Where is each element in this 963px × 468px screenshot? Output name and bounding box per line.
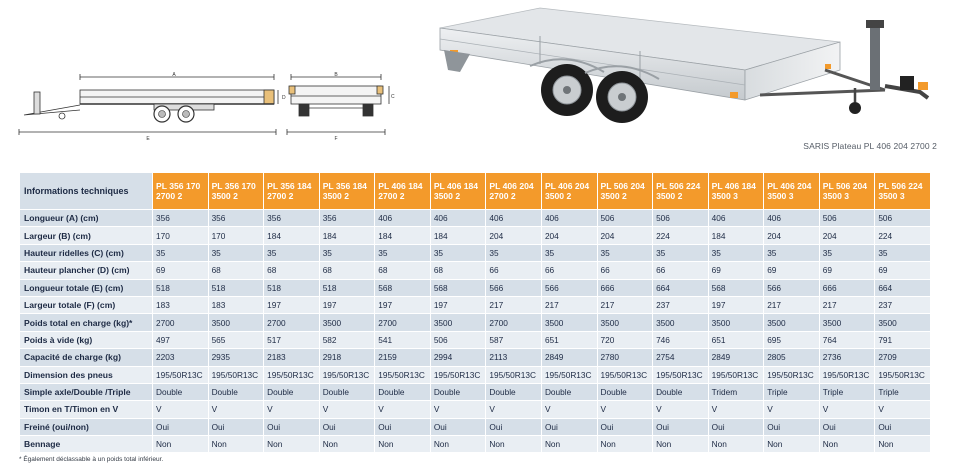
table-cell: Oui xyxy=(653,418,709,435)
table-cell: 237 xyxy=(653,296,709,313)
table-cell: 518 xyxy=(208,279,264,296)
table-cell: 3500 xyxy=(708,314,764,331)
table-cell: 68 xyxy=(264,262,320,279)
table-cell: 195/50R13C xyxy=(708,366,764,383)
table-cell: 68 xyxy=(208,262,264,279)
table-cell: 356 xyxy=(264,210,320,227)
table-cell: 197 xyxy=(430,296,486,313)
table-cell: 497 xyxy=(153,331,209,348)
table-cell: 2203 xyxy=(153,349,209,366)
table-cell: 68 xyxy=(319,262,375,279)
table-cell: 69 xyxy=(708,262,764,279)
table-cell: 356 xyxy=(153,210,209,227)
table-cell: 224 xyxy=(653,227,709,244)
table-cell: 68 xyxy=(375,262,431,279)
model-variant: 2700 2 xyxy=(267,191,294,201)
table-cell: 3500 xyxy=(319,314,375,331)
model-name: PL 406 204 xyxy=(767,180,812,191)
table-cell: 2700 xyxy=(153,314,209,331)
table-cell: 66 xyxy=(541,262,597,279)
model-variant: 3500 2 xyxy=(544,191,572,201)
table-cell: Non xyxy=(708,436,764,453)
table-cell: 406 xyxy=(708,210,764,227)
model-header xyxy=(597,173,653,210)
table-cell: 3500 xyxy=(541,314,597,331)
row-label: Hauteur plancher (D) (cm) xyxy=(20,262,153,279)
model-name: PL 406 204 xyxy=(544,180,590,191)
table-cell: 651 xyxy=(541,331,597,348)
table-cell: 217 xyxy=(764,296,820,313)
table-cell: Non xyxy=(153,436,209,453)
model-name: PL 506 204 xyxy=(600,180,645,191)
dim-a-label: A xyxy=(172,72,176,78)
table-cell: 2700 xyxy=(375,314,431,331)
table-row xyxy=(20,279,931,296)
table-cell: 3500 xyxy=(430,314,486,331)
table-cell: Double xyxy=(541,383,597,400)
table-cell: 3500 xyxy=(208,314,264,331)
table-cell: 184 xyxy=(319,227,375,244)
table-row xyxy=(20,227,931,244)
table-cell: 2159 xyxy=(375,349,431,366)
table-cell: 35 xyxy=(708,244,764,261)
model-name: PL 506 224 xyxy=(878,180,923,191)
table-cell: 197 xyxy=(375,296,431,313)
table-cell: V xyxy=(708,401,764,418)
table-cell: Non xyxy=(597,436,653,453)
table-cell: V xyxy=(153,401,209,418)
table-cell: Oui xyxy=(264,418,320,435)
table-cell: 2805 xyxy=(764,349,820,366)
table-cell: 195/50R13C xyxy=(153,366,209,383)
table-cell: 217 xyxy=(819,296,875,313)
table-cell: 2780 xyxy=(597,349,653,366)
table-cell: Double xyxy=(430,383,486,400)
table-cell: V xyxy=(319,401,375,418)
table-cell: 566 xyxy=(486,279,542,296)
photo-caption: SARIS Plateau PL 406 204 2700 2 xyxy=(803,141,937,151)
table-cell: 35 xyxy=(819,244,875,261)
model-variant: 3500 2 xyxy=(322,191,349,201)
model-variant: 3500 2 xyxy=(600,191,627,201)
table-row xyxy=(20,436,931,453)
table-cell: V xyxy=(764,401,820,418)
row-label: Largeur (B) (cm) xyxy=(20,227,153,244)
table-cell: 35 xyxy=(319,244,375,261)
table-row xyxy=(20,366,931,383)
table-cell: 195/50R13C xyxy=(541,366,597,383)
table-cell: 195/50R13C xyxy=(597,366,653,383)
model-header xyxy=(819,173,875,210)
table-cell: Non xyxy=(541,436,597,453)
table-cell: Oui xyxy=(319,418,375,435)
table-cell: 3500 xyxy=(875,314,931,331)
table-cell: 183 xyxy=(208,296,264,313)
table-cell: Oui xyxy=(208,418,264,435)
table-row xyxy=(20,349,931,366)
table-cell: 518 xyxy=(153,279,209,296)
table-cell: 197 xyxy=(264,296,320,313)
table-cell: 506 xyxy=(819,210,875,227)
table-cell: Oui xyxy=(708,418,764,435)
table-row xyxy=(20,418,931,435)
table-cell: 664 xyxy=(653,279,709,296)
table-cell: 406 xyxy=(375,210,431,227)
table-cell: V xyxy=(264,401,320,418)
table-cell: V xyxy=(375,401,431,418)
table-cell: 2849 xyxy=(708,349,764,366)
table-cell: V xyxy=(208,401,264,418)
table-cell: 204 xyxy=(597,227,653,244)
table-cell: Double xyxy=(486,383,542,400)
table-cell: 506 xyxy=(653,210,709,227)
model-header xyxy=(764,173,820,210)
table-cell: 518 xyxy=(319,279,375,296)
table-cell: 195/50R13C xyxy=(264,366,320,383)
model-variant: 3500 2 xyxy=(433,191,461,201)
row-label: Poids total en charge (kg)* xyxy=(20,314,153,331)
table-cell: 2994 xyxy=(430,349,486,366)
model-header xyxy=(153,173,209,210)
table-cell: 2183 xyxy=(264,349,320,366)
table-cell: 3500 xyxy=(653,314,709,331)
table-cell: 565 xyxy=(208,331,264,348)
row-label: Poids à vide (kg) xyxy=(20,331,153,348)
table-cell: Oui xyxy=(541,418,597,435)
table-cell: 566 xyxy=(541,279,597,296)
technical-drawings xyxy=(0,0,963,170)
model-header xyxy=(486,173,542,210)
table-cell: 568 xyxy=(430,279,486,296)
table-cell: 517 xyxy=(264,331,320,348)
table-cell: 587 xyxy=(486,331,542,348)
table-cell: 197 xyxy=(319,296,375,313)
side-view-drawing xyxy=(14,72,284,152)
table-cell: 184 xyxy=(708,227,764,244)
model-name: PL 406 184 xyxy=(711,180,756,191)
table-cell: 506 xyxy=(597,210,653,227)
table-cell: 568 xyxy=(708,279,764,296)
table-cell: 35 xyxy=(653,244,709,261)
table-cell: 195/50R13C xyxy=(375,366,431,383)
table-row xyxy=(20,401,931,418)
row-label: Longueur totale (E) (cm) xyxy=(20,279,153,296)
table-cell: 3500 xyxy=(597,314,653,331)
table-cell: Double xyxy=(153,383,209,400)
model-header xyxy=(319,173,375,210)
table-cell: 183 xyxy=(153,296,209,313)
table-cell: 764 xyxy=(819,331,875,348)
table-cell: Oui xyxy=(875,418,931,435)
table-cell: 406 xyxy=(486,210,542,227)
table-cell: 35 xyxy=(375,244,431,261)
row-label: Simple axle/Double /Triple xyxy=(20,383,153,400)
model-name: PL 406 204 xyxy=(489,180,534,191)
model-variant: 2700 2 xyxy=(156,191,183,201)
table-cell: 568 xyxy=(375,279,431,296)
model-name: PL 406 184 xyxy=(433,180,479,191)
table-cell: 195/50R13C xyxy=(819,366,875,383)
table-cell: 651 xyxy=(708,331,764,348)
table-cell: 204 xyxy=(764,227,820,244)
table-cell: 68 xyxy=(430,262,486,279)
table-cell: 197 xyxy=(708,296,764,313)
model-variant: 3500 3 xyxy=(878,191,905,201)
table-cell: 184 xyxy=(264,227,320,244)
table-row xyxy=(20,314,931,331)
table-cell: 35 xyxy=(486,244,542,261)
model-header xyxy=(708,173,764,210)
model-header xyxy=(375,173,431,210)
table-cell: 195/50R13C xyxy=(430,366,486,383)
row-label: Freiné (oui/non) xyxy=(20,418,153,435)
table-cell: Oui xyxy=(375,418,431,435)
table-header-row xyxy=(20,173,931,210)
table-cell: 35 xyxy=(208,244,264,261)
table-cell: Triple xyxy=(875,383,931,400)
table-cell: 170 xyxy=(208,227,264,244)
table-cell: 204 xyxy=(486,227,542,244)
table-cell: 566 xyxy=(764,279,820,296)
table-cell: 664 xyxy=(875,279,931,296)
table-cell: 666 xyxy=(597,279,653,296)
footnote: * Également déclassable à un poids total inférieur. xyxy=(19,456,164,463)
table-cell: V xyxy=(430,401,486,418)
table-cell: 170 xyxy=(153,227,209,244)
table-cell: Triple xyxy=(819,383,875,400)
table-cell: 666 xyxy=(819,279,875,296)
table-cell: 2700 xyxy=(486,314,542,331)
technical-specs-table xyxy=(19,172,931,453)
table-cell: Oui xyxy=(764,418,820,435)
table-cell: 2754 xyxy=(653,349,709,366)
table-cell: 720 xyxy=(597,331,653,348)
table-cell: V xyxy=(819,401,875,418)
table-cell: 695 xyxy=(764,331,820,348)
model-variant: 3500 2 xyxy=(656,191,683,201)
table-cell: 195/50R13C xyxy=(319,366,375,383)
table-cell: V xyxy=(653,401,709,418)
table-cell: V xyxy=(597,401,653,418)
table-cell: 66 xyxy=(653,262,709,279)
table-cell: 3500 xyxy=(819,314,875,331)
table-cell: 35 xyxy=(153,244,209,261)
table-cell: 406 xyxy=(541,210,597,227)
model-name: PL 356 170 xyxy=(156,180,201,191)
model-name: PL 406 184 xyxy=(378,180,423,191)
model-variant: 2700 2 xyxy=(489,191,516,201)
table-cell: V xyxy=(541,401,597,418)
table-cell: Double xyxy=(375,383,431,400)
model-name: PL 356 184 xyxy=(322,180,367,191)
trailer-photo xyxy=(430,0,950,140)
table-cell: Oui xyxy=(153,418,209,435)
table-cell: Tridem xyxy=(708,383,764,400)
table-cell: 217 xyxy=(597,296,653,313)
dim-b-label: B xyxy=(334,72,338,78)
table-cell: 195/50R13C xyxy=(653,366,709,383)
table-cell: 69 xyxy=(153,262,209,279)
table-cell: 237 xyxy=(875,296,931,313)
model-variant: 3500 3 xyxy=(711,191,738,201)
model-header xyxy=(653,173,709,210)
dim-c-label: C xyxy=(391,94,395,100)
table-cell: 35 xyxy=(430,244,486,261)
model-variant: 3500 2 xyxy=(211,191,238,201)
table-cell: 356 xyxy=(208,210,264,227)
model-header xyxy=(541,173,597,210)
row-label: Longueur (A) (cm) xyxy=(20,210,153,227)
table-row xyxy=(20,262,931,279)
table-cell: 2700 xyxy=(264,314,320,331)
table-cell: 69 xyxy=(764,262,820,279)
table-cell: 204 xyxy=(541,227,597,244)
table-cell: Non xyxy=(375,436,431,453)
table-row xyxy=(20,244,931,261)
table-cell: Oui xyxy=(597,418,653,435)
dim-e-label: E xyxy=(146,136,150,142)
model-name: PL 356 184 xyxy=(267,180,312,191)
table-cell: 66 xyxy=(597,262,653,279)
model-header xyxy=(430,173,486,210)
model-variant: 2700 2 xyxy=(378,191,405,201)
table-row xyxy=(20,296,931,313)
table-cell: 35 xyxy=(764,244,820,261)
model-name: PL 506 204 xyxy=(822,180,868,191)
table-cell: Double xyxy=(597,383,653,400)
table-cell: Non xyxy=(764,436,820,453)
model-name: PL 356 170 xyxy=(211,180,256,191)
dim-f-label: F xyxy=(334,136,338,142)
model-header xyxy=(264,173,320,210)
table-cell: V xyxy=(875,401,931,418)
dim-d-label: D xyxy=(282,95,286,101)
table-cell: 356 xyxy=(319,210,375,227)
table-cell: Triple xyxy=(764,383,820,400)
table-cell: 204 xyxy=(819,227,875,244)
table-cell: 746 xyxy=(653,331,709,348)
table-cell: 195/50R13C xyxy=(875,366,931,383)
table-cell: 66 xyxy=(486,262,542,279)
table-cell: Non xyxy=(875,436,931,453)
table-cell: 2113 xyxy=(486,349,542,366)
table-cell: Non xyxy=(208,436,264,453)
model-variant: 3500 3 xyxy=(822,191,850,201)
row-label: Dimension des pneus xyxy=(20,366,153,383)
row-label: Bennage xyxy=(20,436,153,453)
table-cell: 35 xyxy=(875,244,931,261)
table-cell: 69 xyxy=(875,262,931,279)
model-header xyxy=(208,173,264,210)
model-variant: 3500 3 xyxy=(767,191,794,201)
table-cell: Oui xyxy=(430,418,486,435)
table-cell: Non xyxy=(264,436,320,453)
table-row xyxy=(20,331,931,348)
table-cell: 195/50R13C xyxy=(764,366,820,383)
row-label: Largeur totale (F) (cm) xyxy=(20,296,153,313)
table-cell: 35 xyxy=(597,244,653,261)
table-cell: 406 xyxy=(430,210,486,227)
table-cell: Non xyxy=(430,436,486,453)
table-cell: Oui xyxy=(819,418,875,435)
table-cell: 541 xyxy=(375,331,431,348)
table-cell: 217 xyxy=(486,296,542,313)
table-cell: Non xyxy=(319,436,375,453)
table-cell: Oui xyxy=(486,418,542,435)
table-cell: Non xyxy=(486,436,542,453)
row-label: Hauteur ridelles (C) (cm) xyxy=(20,244,153,261)
table-cell: 69 xyxy=(819,262,875,279)
table-cell: 35 xyxy=(264,244,320,261)
table-cell: 2918 xyxy=(319,349,375,366)
table-cell: 506 xyxy=(430,331,486,348)
table-cell: 195/50R13C xyxy=(208,366,264,383)
header-label: Informations techniques xyxy=(20,173,153,210)
model-header xyxy=(875,173,931,210)
table-cell: 518 xyxy=(264,279,320,296)
row-label: Capacité de charge (kg) xyxy=(20,349,153,366)
table-cell: Double xyxy=(208,383,264,400)
table-cell: 184 xyxy=(430,227,486,244)
table-cell: 35 xyxy=(541,244,597,261)
table-row xyxy=(20,210,931,227)
table-cell: 506 xyxy=(875,210,931,227)
table-cell: 2736 xyxy=(819,349,875,366)
table-cell: Double xyxy=(319,383,375,400)
table-cell: 2935 xyxy=(208,349,264,366)
table-cell: 2849 xyxy=(541,349,597,366)
table-cell: V xyxy=(486,401,542,418)
table-cell: 195/50R13C xyxy=(486,366,542,383)
table-cell: Non xyxy=(819,436,875,453)
rear-view-drawing xyxy=(285,72,395,152)
table-cell: Double xyxy=(264,383,320,400)
table-cell: 2709 xyxy=(875,349,931,366)
table-cell: 217 xyxy=(541,296,597,313)
table-cell: Double xyxy=(653,383,709,400)
table-body xyxy=(20,210,931,453)
table-cell: 582 xyxy=(319,331,375,348)
table-cell: 3500 xyxy=(764,314,820,331)
table-cell: Non xyxy=(653,436,709,453)
model-name: PL 506 224 xyxy=(656,180,701,191)
row-label: Timon en T/Timon en V xyxy=(20,401,153,418)
table-cell: 224 xyxy=(875,227,931,244)
table-cell: 184 xyxy=(375,227,431,244)
table-row xyxy=(20,383,931,400)
table-cell: 791 xyxy=(875,331,931,348)
table-cell: 406 xyxy=(764,210,820,227)
